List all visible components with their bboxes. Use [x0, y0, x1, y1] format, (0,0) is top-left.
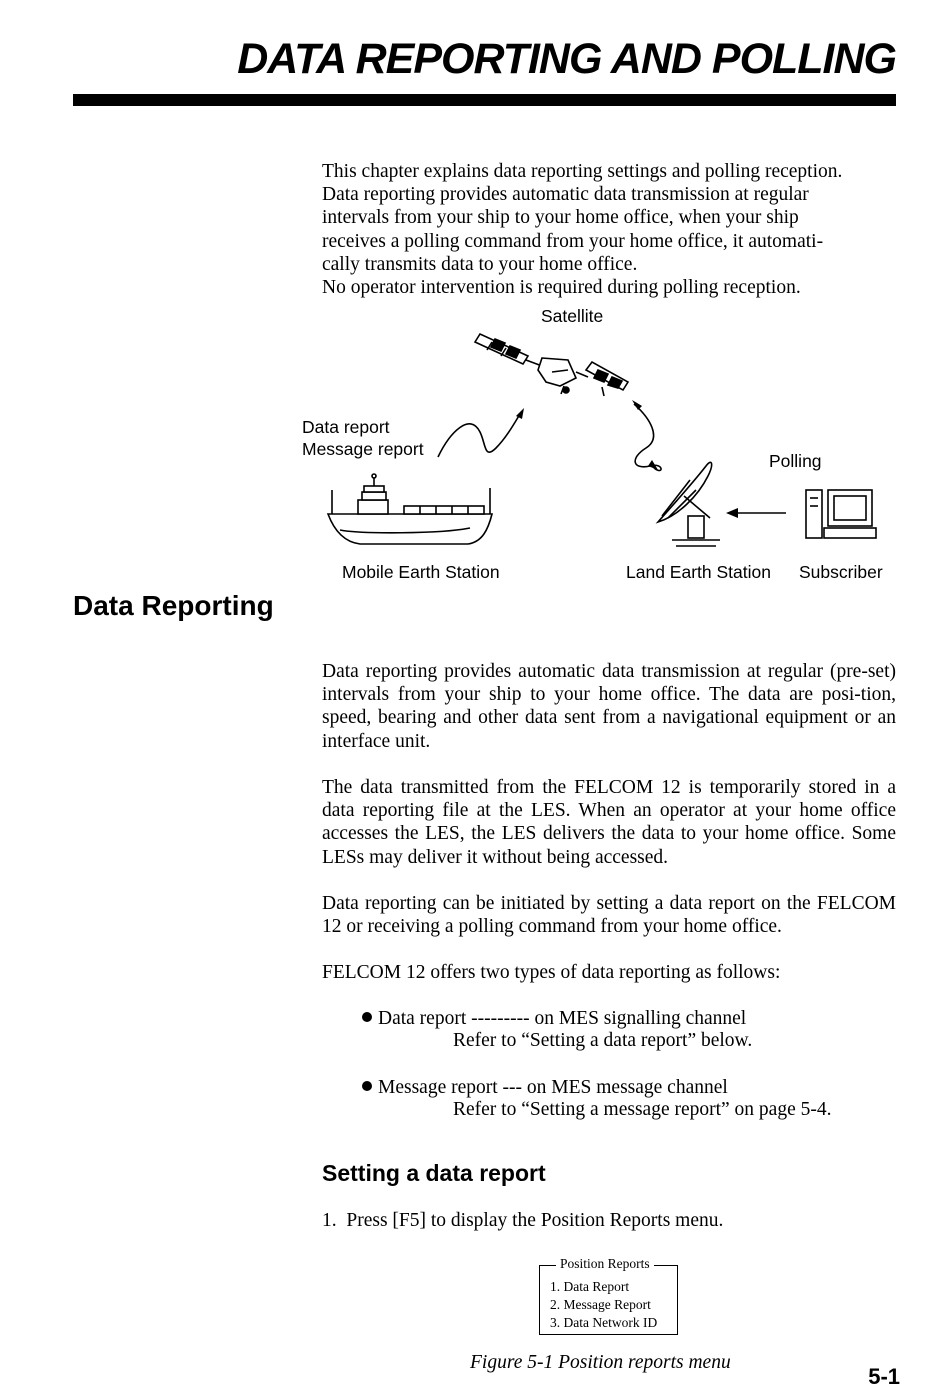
intro-line: This chapter explains data reporting settings and polling reception. [322, 161, 843, 182]
bullet-text: Data report --------- on MES signalling channel [378, 1008, 747, 1029]
paragraph-1: Data reporting provides automatic data transmission at regular (pre-set) intervals from your ship to your home office. The data are posi-tion, speed, bearing and other data sent from a navigational equipment or an interface unit. [322, 661, 896, 752]
intro-line: Data reporting provides automatic data transmission at regular [322, 184, 809, 206]
data-report-label: Data report [302, 417, 390, 437]
intro-paragraph [322, 160, 896, 299]
menu-item-data-network-id[interactable]: 3. Data Network ID [550, 1315, 658, 1330]
paragraph-4: FELCOM 12 offers two types of data reporting as follows: [322, 962, 781, 983]
bullet-data-report [362, 1007, 746, 1030]
bullet-icon [362, 1081, 372, 1091]
paragraph-2: The data transmitted from the FELCOM 12 is temporarily stored in a data reporting file at the LES. When an operator at your home office accesses the LES, the LES delivers the data to your home office. Some LESs may deliver it without being accessed. [322, 777, 896, 868]
intro-line: No operator intervention is required during polling reception. [322, 277, 801, 299]
uplink-signal [438, 414, 520, 457]
intro-line: cally transmits data to your home office. [322, 253, 638, 275]
subsection-heading: Setting a data report [322, 1160, 546, 1186]
menu-item-data-report[interactable]: 1. Data Report [550, 1279, 630, 1294]
menu-item-message-report[interactable]: 2. Message Report [550, 1297, 651, 1312]
paragraph-3: Data reporting can be initiated by setting a data report on the FELCOM 12 or receiving a polling command from your home office. [322, 893, 896, 938]
downlink-arrowhead-top [632, 400, 642, 410]
polling-arrowhead [726, 508, 738, 518]
intro-line: receives a polling command from your home office, it automati- [322, 230, 824, 252]
title-rule [73, 94, 896, 106]
page-number: 5-1 [868, 1364, 900, 1389]
figure-caption: Figure 5-1 Position reports menu [470, 1352, 731, 1373]
intro-line: intervals from your ship to your home office, when your ship [322, 207, 799, 229]
message-report-label: Message report [302, 439, 424, 459]
chapter-title: DATA REPORTING AND POLLING [237, 35, 896, 83]
menu-title: Position Reports [556, 1256, 654, 1272]
bullet-message-report [362, 1076, 728, 1099]
bullet-icon [362, 1012, 372, 1022]
antenna-dish-icon [658, 462, 720, 546]
computer-icon [806, 490, 876, 538]
satellite-label: Satellite [541, 306, 604, 326]
bullet-refer: Refer to “Setting a data report” below. [453, 1030, 753, 1051]
mobile-earth-station-label: Mobile Earth Station [342, 562, 500, 582]
downlink-signal [634, 404, 661, 471]
section-heading: Data Reporting [73, 590, 274, 621]
step-1: 1. Press [F5] to display the Position Reports menu. [322, 1210, 724, 1231]
land-earth-station-label: Land Earth Station [626, 562, 771, 582]
bullet-text: Message report --- on MES message channel [378, 1077, 728, 1098]
bullet-refer: Refer to “Setting a message report” on page 5-4. [453, 1099, 832, 1120]
subscriber-label: Subscriber [799, 562, 883, 582]
satellite-icon [475, 334, 628, 396]
ship-icon [328, 474, 492, 544]
polling-label: Polling [769, 451, 822, 471]
